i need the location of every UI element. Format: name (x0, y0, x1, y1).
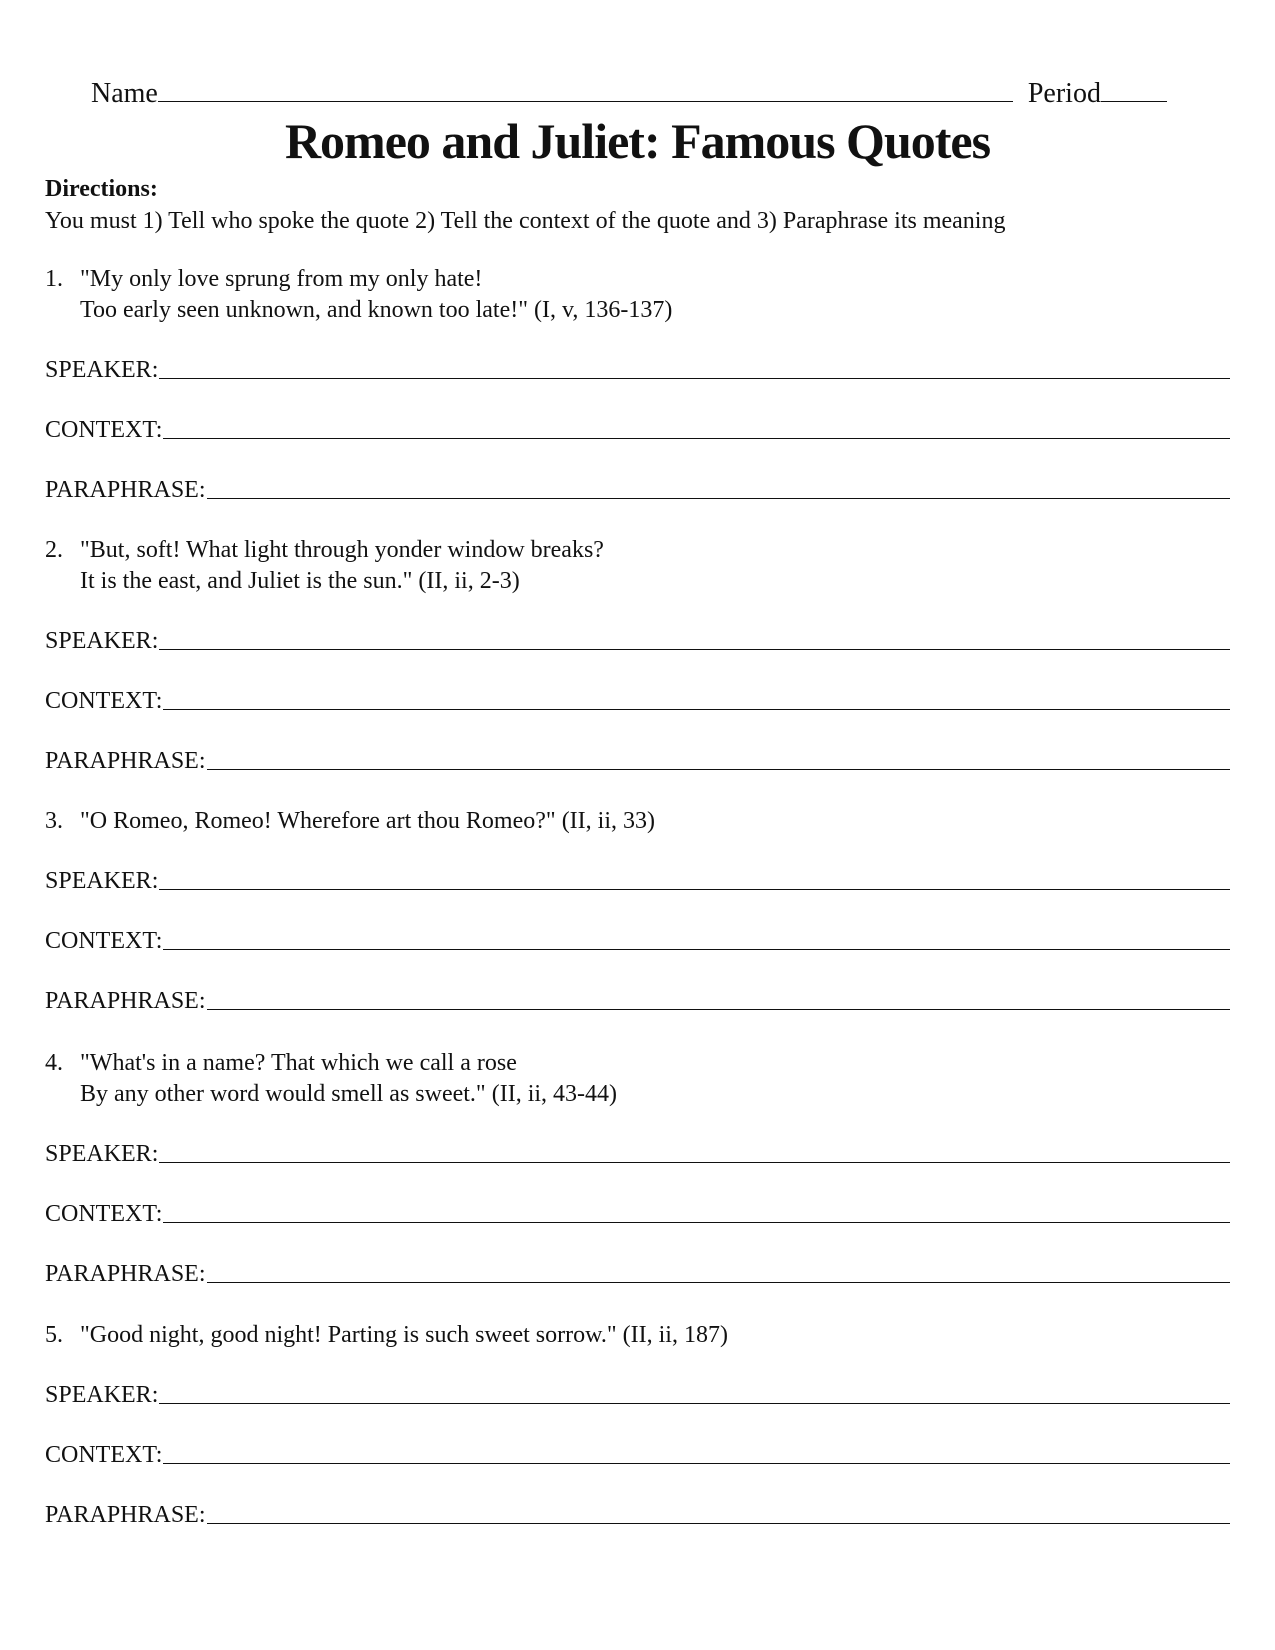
speaker-label: SPEAKER: (45, 357, 159, 383)
speaker-field[interactable] (45, 1381, 1230, 1409)
paraphrase-label: PARAPHRASE: (45, 1261, 206, 1287)
context-blank[interactable] (163, 1462, 1230, 1464)
quote-number: 1. (45, 266, 63, 292)
context-label: CONTEXT: (45, 928, 163, 954)
speaker-label: SPEAKER: (45, 628, 159, 654)
speaker-field[interactable] (45, 627, 1230, 655)
context-blank[interactable] (163, 1221, 1230, 1223)
quote-line: By any other word would smell as sweet." (II, ii, 43-44) (80, 1081, 618, 1107)
speaker-blank[interactable] (159, 1161, 1230, 1163)
quote-line: "O Romeo, Romeo! Wherefore art thou Romeo?" (II, ii, 33) (80, 808, 655, 834)
speaker-blank[interactable] (159, 377, 1230, 379)
context-blank[interactable] (163, 437, 1230, 439)
period-label: Period (1027, 78, 1101, 109)
paraphrase-field[interactable] (45, 747, 1230, 775)
directions-text: You must 1) Tell who spoke the quote 2) Tell the context of the quote and 3) Paraphrase its meaning (45, 208, 1006, 234)
quote-number: 5. (45, 1322, 63, 1348)
context-label: CONTEXT: (45, 688, 163, 714)
paraphrase-blank[interactable] (207, 1008, 1230, 1010)
context-field[interactable] (45, 687, 1230, 715)
paraphrase-field[interactable] (45, 1260, 1230, 1288)
quote-number: 2. (45, 537, 63, 563)
paraphrase-label: PARAPHRASE: (45, 748, 206, 774)
paraphrase-field[interactable] (45, 1501, 1230, 1529)
speaker-blank[interactable] (159, 1402, 1230, 1404)
page-title: Romeo and Juliet: Famous Quotes (284, 113, 991, 169)
context-field[interactable] (45, 1441, 1230, 1469)
context-label: CONTEXT: (45, 417, 163, 443)
context-field[interactable] (45, 1200, 1230, 1228)
paraphrase-blank[interactable] (207, 768, 1230, 770)
paraphrase-blank[interactable] (207, 1522, 1230, 1524)
context-field[interactable] (45, 416, 1230, 444)
paraphrase-label: PARAPHRASE: (45, 988, 206, 1014)
name-field[interactable] (91, 78, 1167, 110)
speaker-field[interactable] (45, 867, 1230, 895)
quote-line: It is the east, and Juliet is the sun." (II, ii, 2-3) (80, 568, 520, 594)
speaker-blank[interactable] (159, 648, 1230, 650)
speaker-field[interactable] (45, 356, 1230, 384)
context-blank[interactable] (163, 948, 1230, 950)
speaker-field[interactable] (45, 1140, 1230, 1168)
paraphrase-field[interactable] (45, 476, 1230, 504)
paraphrase-blank[interactable] (207, 1281, 1230, 1283)
paraphrase-field[interactable] (45, 987, 1230, 1015)
speaker-label: SPEAKER: (45, 1382, 159, 1408)
speaker-blank[interactable] (159, 888, 1230, 890)
context-label: CONTEXT: (45, 1201, 163, 1227)
speaker-label: SPEAKER: (45, 1141, 159, 1167)
name-label: Name (91, 78, 158, 109)
context-blank[interactable] (163, 708, 1230, 710)
name-blank[interactable] (158, 81, 1013, 102)
quote-number: 4. (45, 1050, 63, 1076)
quote-line: Too early seen unknown, and known too late!" (I, v, 136-137) (80, 297, 673, 323)
directions-heading: Directions: (45, 176, 158, 202)
quote-number: 3. (45, 808, 63, 834)
context-label: CONTEXT: (45, 1442, 163, 1468)
speaker-label: SPEAKER: (45, 868, 159, 894)
quote-line: "Good night, good night! Parting is such sweet sorrow." (II, ii, 187) (80, 1322, 728, 1348)
context-field[interactable] (45, 927, 1230, 955)
quote-line: "My only love sprung from my only hate! (80, 266, 483, 292)
period-blank[interactable] (1101, 81, 1167, 102)
paraphrase-blank[interactable] (207, 497, 1230, 499)
quote-line: "What's in a name? That which we call a rose (80, 1050, 517, 1076)
paraphrase-label: PARAPHRASE: (45, 477, 206, 503)
paraphrase-label: PARAPHRASE: (45, 1502, 206, 1528)
quote-line: "But, soft! What light through yonder window breaks? (80, 537, 604, 563)
